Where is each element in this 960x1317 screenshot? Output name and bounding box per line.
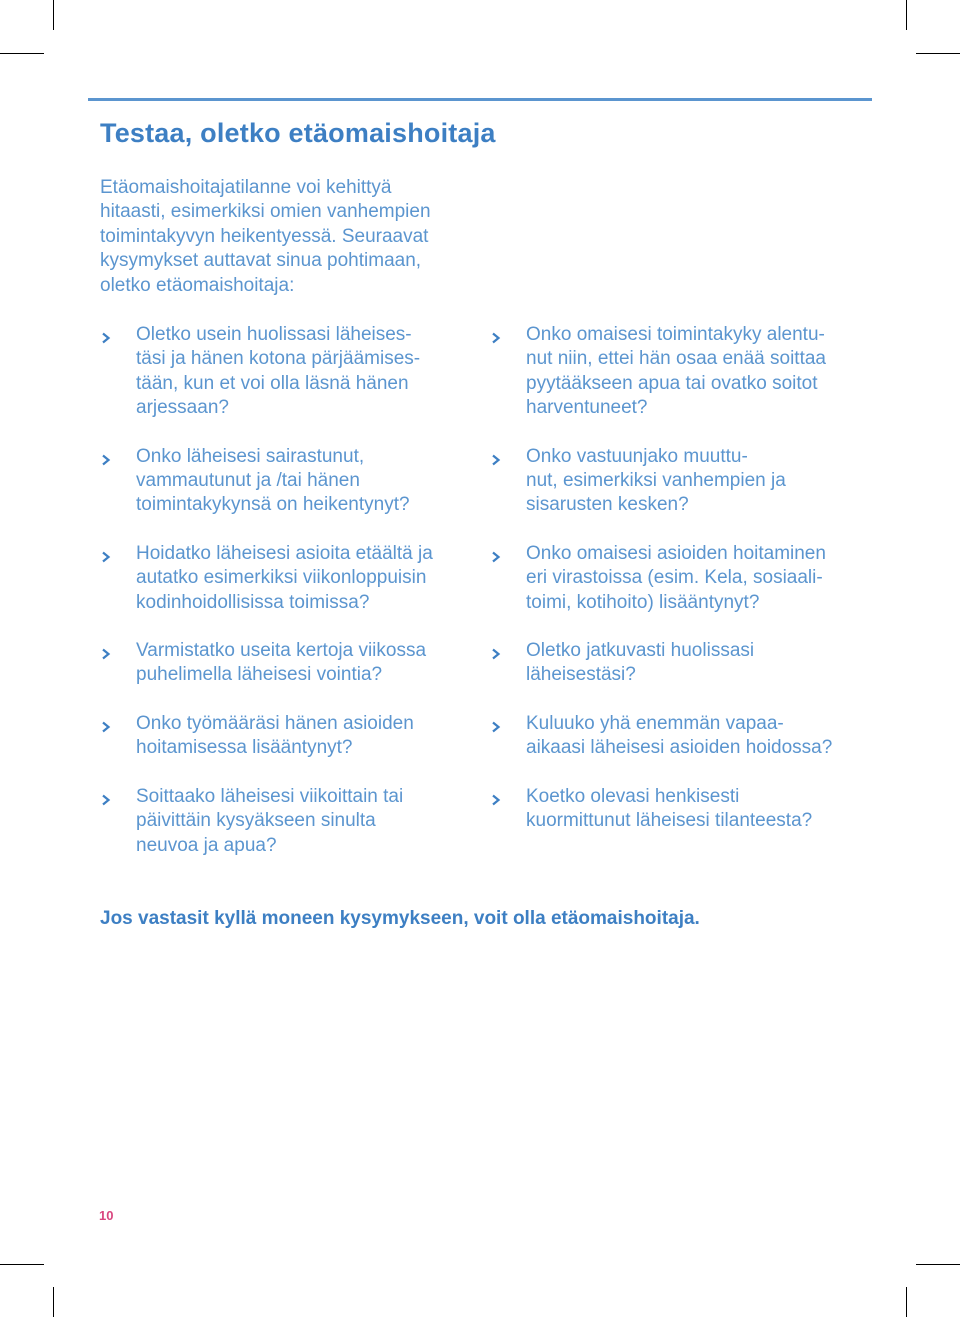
conclusion-text: Jos vastasit kyllä moneen kysymykseen, voit olla etäomaishoitaja. xyxy=(100,908,700,929)
question-list-left xyxy=(100,323,480,858)
crop-mark xyxy=(53,1287,54,1317)
chevron-right-icon xyxy=(100,332,112,344)
list-item xyxy=(100,712,480,761)
list-item-text: Onko omaisesi toimintakyky alentu- nut niin, ettei hän osaa enää soittaa pyytääkseen apua tai ovatko soitot harventuneet? xyxy=(526,324,827,419)
list-item-text: Varmistatko useita kertoja viikossa puhelimella läheisesi vointia? xyxy=(136,640,427,686)
chevron-right-icon xyxy=(100,551,112,563)
list-item xyxy=(490,785,890,834)
chevron-right-icon xyxy=(490,551,502,563)
list-item xyxy=(100,542,480,615)
list-item xyxy=(490,639,890,688)
list-item xyxy=(490,323,890,421)
list-item xyxy=(100,785,480,858)
crop-mark xyxy=(0,1264,44,1265)
list-item xyxy=(100,445,480,518)
list-item-text: Kuluuko yhä enemmän vapaa- aikaasi läheisesi asioiden hoidossa? xyxy=(526,712,833,759)
page-number: 10 xyxy=(99,1208,114,1223)
chevron-right-icon xyxy=(490,648,502,660)
list-item xyxy=(100,323,480,421)
chevron-right-icon xyxy=(100,454,112,466)
crop-mark xyxy=(906,1287,907,1317)
list-item-text: Onko työmääräsi hänen asioiden hoitamisessa lisääntynyt? xyxy=(136,712,414,759)
chevron-right-icon xyxy=(100,648,112,660)
list-item-text: Onko omaisesi asioiden hoitaminen eri virastoissa (esim. Kela, sosiaali- toimi, kotihoito) lisääntynyt? xyxy=(526,542,826,613)
crop-mark xyxy=(906,0,907,30)
crop-mark xyxy=(916,53,960,54)
list-item xyxy=(490,445,890,518)
list-item-text: Soittaako läheisesi viikoittain tai päivittäin kysyäkseen sinulta neuvoa ja apua? xyxy=(136,785,404,856)
crop-mark xyxy=(0,53,44,54)
chevron-right-icon xyxy=(490,794,502,806)
crop-mark xyxy=(916,1264,960,1265)
list-item-text: Oletko jatkuvasti huolissasi läheisestäsi? xyxy=(526,640,755,686)
chevron-right-icon xyxy=(490,454,502,466)
crop-mark xyxy=(53,0,54,30)
list-item xyxy=(490,712,890,761)
chevron-right-icon xyxy=(100,794,112,806)
list-item-text: Onko vastuunjako muuttu- nut, esimerkiksi vanhempien ja sisarusten kesken? xyxy=(526,445,786,516)
list-item-text: Koetko olevasi henkisesti kuormittunut läheisesi tilanteesta? xyxy=(526,785,813,832)
page-title: Testaa, oletko etäomaishoitaja xyxy=(100,118,496,148)
list-item xyxy=(100,639,480,688)
question-list-right xyxy=(490,323,890,834)
chevron-right-icon xyxy=(100,721,112,733)
chevron-right-icon xyxy=(490,332,502,344)
chevron-right-icon xyxy=(490,721,502,733)
list-item-text: Oletko usein huolissasi läheises- täsi ja hänen kotona pärjäämises- tään, kun et voi olla läsnä hänen arjessaan? xyxy=(136,324,421,419)
header-rule xyxy=(88,98,872,101)
list-item-text: Hoidatko läheisesi asioita etäältä ja autatko esimerkiksi viikonloppuisin kodinhoidollisissa toimissa? xyxy=(136,542,433,613)
list-item xyxy=(490,542,890,615)
intro-paragraph: Etäomaishoitajatilanne voi kehittyä hitaasti, esimerkiksi omien vanhempien toimintakyvyn heikentyessä. Seuraavat kysymykset auttavat sinua pohtimaan, oletko etäomaishoitaja: xyxy=(100,177,431,296)
list-item-text: Onko läheisesi sairastunut, vammautunut ja /tai hänen toimintakykynsä on heikentynyt? xyxy=(136,445,410,516)
